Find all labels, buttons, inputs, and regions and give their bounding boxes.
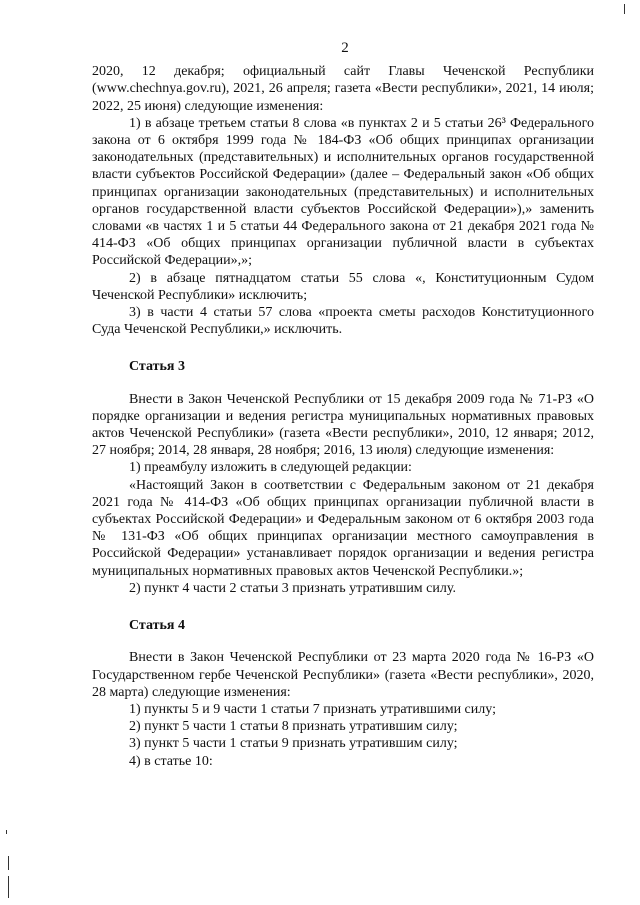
article-4-intro: Внести в Закон Чеченской Республики от 23 марта 2020 года № 16-РЗ «О Государственном гербе Чеченской Республики» (газета «Вести республики», 2020, 28 марта) следующие изменения: [92,650,594,700]
article-4-item-1: 1) пункты 5 и 9 части 1 статьи 7 признать утратившими силу; [129,701,496,717]
scan-artifact-top-right [624,4,625,14]
amendment-item-1: 1) в абзаце третьем статьи 8 слова «в пунктах 2 и 5 статьи 26³ Федерального закона от 6 октября 1999 года № 184-ФЗ «Об общих принципах организации законодательных (представительных) и исполнительных органов государственной власти субъектов Российской Федерации» (далее – Федеральный закон «Об общих принципах организации законодательных (представительных) и исполнительных органов государственной власти субъектов Российской Федерации»),» заменить словами «в частях 1 и 5 статьи 44 Федерального закона от 21 декабря 2021 года № 414-ФЗ «Об общих принципах организации публичной власти в субъектах Российской Федерации»,»; [92,115,594,269]
article-3-heading: Статья 3 [129,359,185,375]
article-3-item-1: 1) преамбулу изложить в следующей редакции: [129,460,412,476]
article-4-item-3: 3) пункт 5 части 1 статьи 9 признать утратившим силу; [129,736,458,752]
article-3-preamble-text: «Настоящий Закон в соответствии с Федеральным законом от 21 декабря 2021 года № 414-ФЗ «Об общих принципах организации публичной власти в субъектах Российской Федерации» и Федеральным законом от 6 октября 2003 года № 131-ФЗ «Об общих принципах организации местного самоуправления в Российской Федерации» устанавливает порядок организации и ведения регистра муниципальных нормативных правовых актов Чеченской Республики.»; [92,477,594,579]
article-4-item-2: 2) пункт 5 части 1 статьи 8 признать утратившим силу; [129,719,458,735]
scan-artifact-left-1 [6,830,7,834]
amendment-item-2: 2) в абзаце пятнадцатом статьи 55 слова «, Конституционным Судом Чеченской Республики» исключить; [92,270,594,303]
scan-artifact-left-3 [8,876,9,898]
document-page [92,40,594,770]
article-3-item-2: 2) пункт 4 части 2 статьи 3 признать утратившим силу. [129,580,456,596]
amendment-item-3: 3) в части 4 статьи 57 слова «проекта сметы расходов Конституционного Суда Чеченской Республики,» исключить. [92,305,594,338]
article-4-heading: Статья 4 [129,618,185,634]
article-3-intro: Внести в Закон Чеченской Республики от 15 декабря 2009 года № 71-РЗ «О порядке организации и ведения регистра муниципальных нормативных правовых актов Чеченской Республики» (газета «Вести республики», 2010, 12 января; 2012, 27 ноября; 2014, 28 января, 28 ноября; 2016, 13 июля) следующие изменения: [92,391,594,459]
paragraph-continuation: 2020, 12 декабря; официальный сайт Главы Чеченской Республики (www.chechnya.gov.ru), 2021, 26 апреля; газета «Вести республики», 2021, 14 июля; 2022, 25 июня) следующие изменения: [92,64,594,114]
page-number: 2 [341,40,349,56]
article-4-item-4: 4) в статье 10: [129,753,213,769]
scan-artifact-left-2 [8,856,9,870]
